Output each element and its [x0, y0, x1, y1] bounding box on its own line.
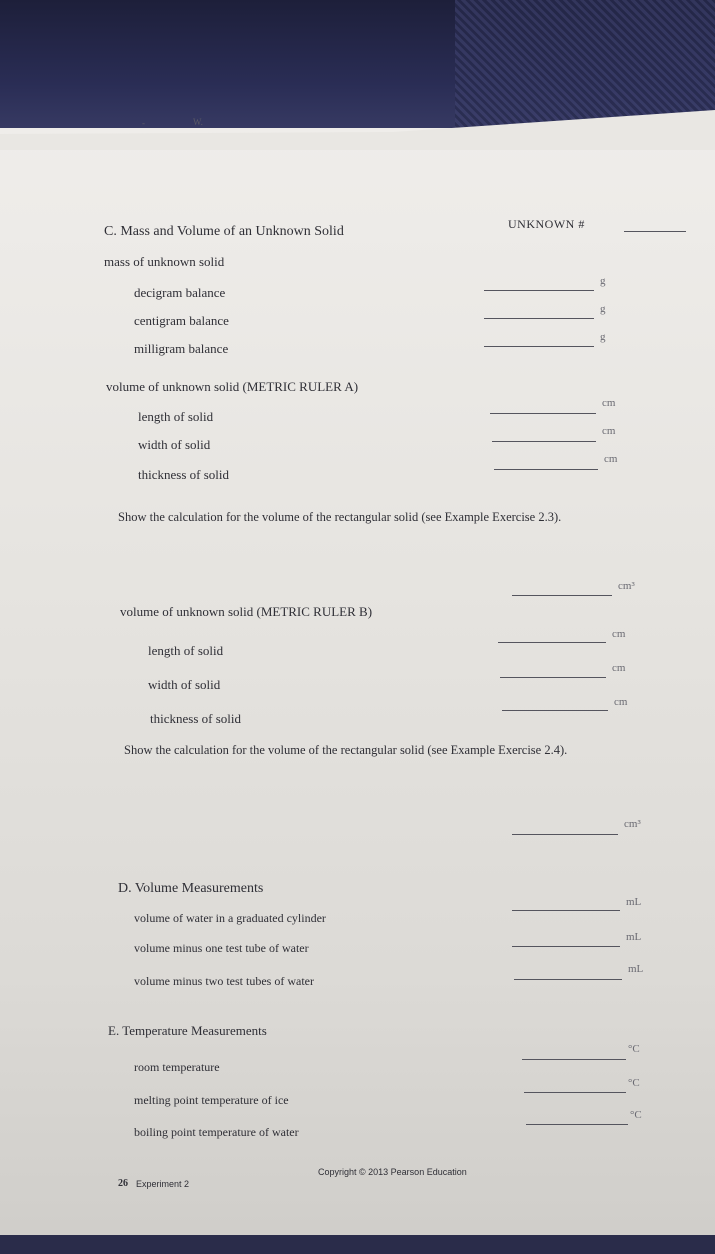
calc-b-volume-field[interactable] [512, 834, 618, 835]
mass-row-unit: g [600, 331, 606, 343]
ruler-b-width-field[interactable] [500, 677, 606, 678]
centigram-answer-field[interactable] [484, 318, 594, 319]
volume-row-unit: mL [628, 963, 644, 975]
footer-copyright: Copyright © 2013 Pearson Education [318, 1167, 467, 1177]
temperature-row-label: boiling point temperature of water [134, 1125, 299, 1139]
ruler-a-row-unit: cm [602, 425, 616, 437]
volume-minus-two-field[interactable] [514, 979, 622, 980]
mass-row-label: decigram balance [134, 285, 226, 300]
ruler-b-length-field[interactable] [498, 642, 606, 643]
volume-row-label: volume of water in a graduated cylinder [134, 911, 326, 925]
calc-a-unit: cm³ [618, 580, 635, 592]
temperature-row-unit: °C [628, 1077, 640, 1089]
ruler-a-thickness-field[interactable] [494, 469, 598, 470]
ruler-a-row-unit: cm [604, 453, 618, 465]
unknown-label: UNKNOWN # [508, 217, 585, 231]
bottom-dark-area [0, 1235, 715, 1254]
footer-page-number: 26 [118, 1178, 128, 1189]
mass-row-label: milligram balance [134, 341, 229, 356]
calc-b-unit: cm³ [624, 818, 641, 830]
temperature-row-label: melting point temperature of ice [134, 1093, 289, 1107]
ruler-b-row-unit: cm [614, 696, 628, 708]
ruler-a-row-label: thickness of solid [138, 467, 229, 482]
calc-b-instruction: Show the calculation for the volume of the rectangular solid (see Example Exercise 2.4). [124, 743, 568, 757]
volume-row-label: volume minus two test tubes of water [134, 974, 314, 988]
unknown-number-field[interactable] [624, 231, 686, 232]
mass-row-unit: g [600, 275, 606, 287]
ruler-b-row-label: width of solid [148, 677, 221, 692]
section-c-title: C. Mass and Volume of an Unknown Solid [104, 224, 344, 239]
temperature-row-unit: °C [630, 1109, 642, 1121]
background-texture [455, 0, 715, 130]
section-e-title: E. Temperature Measurements [108, 1023, 267, 1038]
ruler-b-row-unit: cm [612, 662, 626, 674]
room-temperature-field[interactable] [522, 1059, 626, 1060]
ruler-b-thickness-field[interactable] [502, 710, 608, 711]
header-dash: - [142, 118, 145, 128]
volume-row-unit: mL [626, 931, 642, 943]
ruler-a-row-unit: cm [602, 397, 616, 409]
header-page-mark: W. [193, 117, 203, 127]
ruler-a-width-field[interactable] [492, 441, 596, 442]
ruler-b-label: volume of unknown solid (METRIC RULER B) [120, 604, 373, 619]
volume-cylinder-field[interactable] [512, 910, 620, 911]
volume-minus-one-field[interactable] [512, 946, 620, 947]
temperature-row-unit: °C [628, 1043, 640, 1055]
ruler-a-length-field[interactable] [490, 413, 596, 414]
calc-a-volume-field[interactable] [512, 595, 612, 596]
footer-experiment: Experiment 2 [136, 1179, 190, 1189]
ruler-b-row-label: length of solid [148, 643, 224, 658]
mass-row-label: centigram balance [134, 313, 229, 328]
ruler-a-row-label: width of solid [138, 437, 211, 452]
ruler-a-row-label: length of solid [138, 409, 214, 424]
mass-row-unit: g [600, 303, 606, 315]
ruler-a-label: volume of unknown solid (METRIC RULER A) [106, 379, 359, 394]
mass-label: mass of unknown solid [104, 254, 225, 269]
ruler-b-row-label: thickness of solid [150, 711, 241, 726]
section-d-title: D. Volume Measurements [118, 881, 264, 896]
decigram-answer-field[interactable] [484, 290, 594, 291]
water-boiling-point-field[interactable] [526, 1124, 628, 1125]
worksheet-page [0, 128, 715, 1254]
calc-a-instruction: Show the calculation for the volume of the rectangular solid (see Example Exercise 2.3). [118, 510, 562, 524]
volume-row-unit: mL [626, 896, 642, 908]
milligram-answer-field[interactable] [484, 346, 594, 347]
ruler-b-row-unit: cm [612, 628, 626, 640]
volume-row-label: volume minus one test tube of water [134, 941, 309, 955]
temperature-row-label: room temperature [134, 1060, 220, 1074]
ice-melting-point-field[interactable] [524, 1092, 626, 1093]
